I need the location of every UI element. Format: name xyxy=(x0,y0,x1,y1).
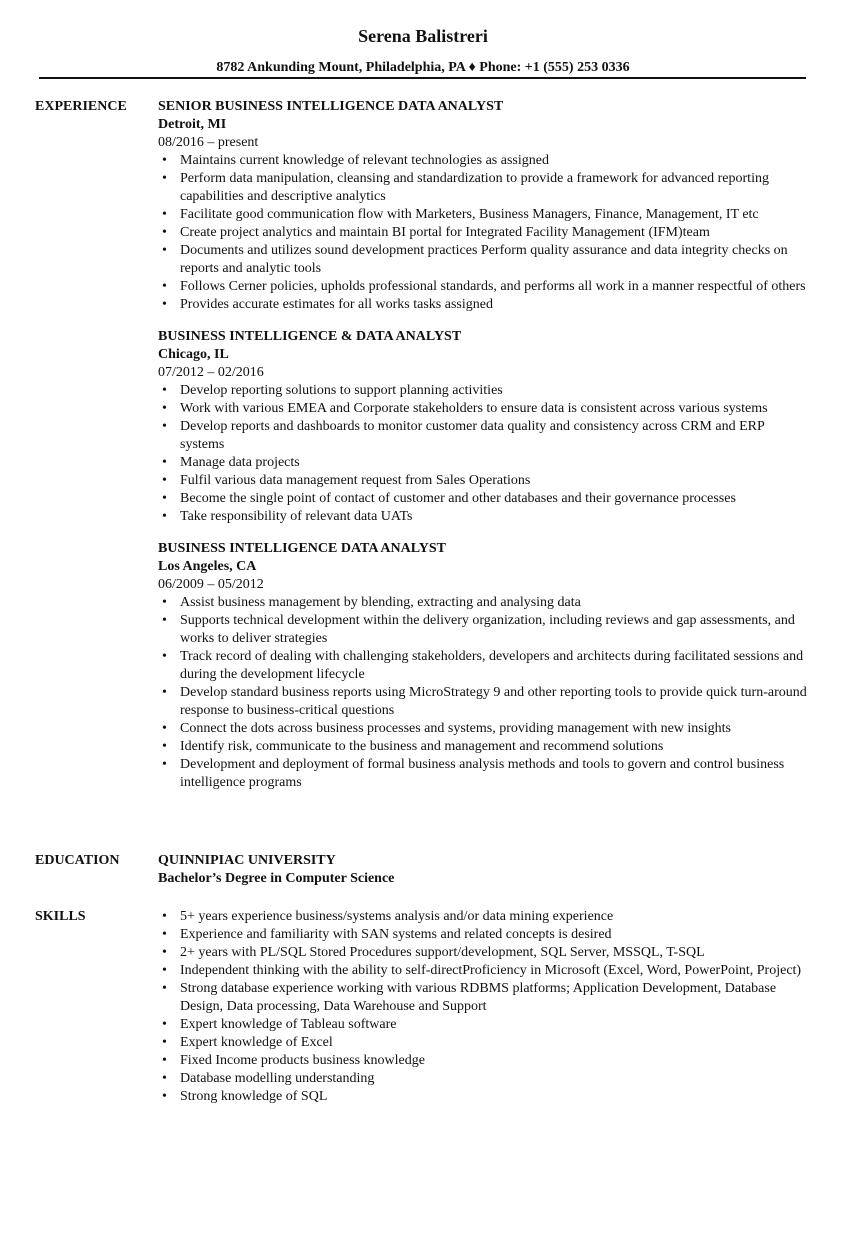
skill-item: • Expert knowledge of Tableau software xyxy=(158,1016,810,1034)
job-location: Detroit, MI xyxy=(158,117,227,132)
job-bullets xyxy=(158,382,818,526)
job-bullet: • Development and deployment of formal business analysis methods and tools to govern and control business intelligence programs xyxy=(158,756,810,792)
job-bullet: • Perform data manipulation, cleansing and standardization to provide a framework for advanced reporting capabilities and descriptive analytics xyxy=(158,170,810,206)
job-bullets xyxy=(158,594,818,792)
job-bullet: • Develop reports and dashboards to monitor customer data quality and consistency across CRM and ERP systems xyxy=(158,418,810,454)
job-entry xyxy=(158,328,818,526)
job-bullet: • Identify risk, communicate to the business and management and recommend solutions xyxy=(158,738,810,756)
candidate-name: Serena Balistreri xyxy=(358,26,488,46)
skill-item: • Experience and familiarity with SAN systems and related concepts is desired xyxy=(158,926,810,944)
job-title: BUSINESS INTELLIGENCE & DATA ANALYST xyxy=(158,329,462,344)
job-entry xyxy=(158,98,818,314)
job-bullet: • Become the single point of contact of customer and other databases and their governance processes xyxy=(158,490,810,508)
job-bullet: • Develop reporting solutions to support planning activities xyxy=(158,382,810,400)
contact-info: 8782 Ankunding Mount, Philadelphia, PA ♦ Phone: +1 (555) 253 0336 xyxy=(216,60,630,75)
job-bullet: • Connect the dots across business processes and systems, providing management with new insights xyxy=(158,720,810,738)
school-name: QUINNIPIAC UNIVERSITY xyxy=(158,853,336,868)
education-entry xyxy=(158,852,818,888)
skill-item: • Database modelling understanding xyxy=(158,1070,810,1088)
job-title: SENIOR BUSINESS INTELLIGENCE DATA ANALYST xyxy=(158,99,504,114)
job-location: Los Angeles, CA xyxy=(158,559,257,574)
job-bullets xyxy=(158,152,818,314)
job-bullet: • Supports technical development within the delivery organization, including reviews and gap assessments, and works to deliver strategies xyxy=(158,612,810,648)
job-bullet: • Fulfil various data management request from Sales Operations xyxy=(158,472,810,490)
experience-list xyxy=(158,98,818,806)
job-dates: 07/2012 – 02/2016 xyxy=(158,365,264,380)
job-dates: 06/2009 – 05/2012 xyxy=(158,577,264,592)
skill-item: • Strong database experience working with various RDBMS platforms; Application Development, Database Design, Data processing, Data Warehouse and Support xyxy=(158,980,810,1016)
skill-item: • Independent thinking with the ability to self-directProficiency in Microsoft (Excel, Word, PowerPoint, Project) xyxy=(158,962,810,980)
skill-item: • 5+ years experience business/systems analysis and/or data mining experience xyxy=(158,908,810,926)
section-label-education: EDUCATION xyxy=(35,853,120,868)
job-bullet: • Develop standard business reports using MicroStrategy 9 and other reporting tools to provide quick turn-around response to business-critical questions xyxy=(158,684,810,720)
job-bullet: • Take responsibility of relevant data UATs xyxy=(158,508,810,526)
job-bullet: • Provides accurate estimates for all works tasks assigned xyxy=(158,296,810,314)
job-entry xyxy=(158,540,818,792)
section-label-experience: EXPERIENCE xyxy=(35,99,127,114)
job-bullet: • Facilitate good communication flow with Marketers, Business Managers, Finance, Management, IT etc xyxy=(158,206,810,224)
section-label-skills: SKILLS xyxy=(35,909,86,924)
degree-name: Bachelor’s Degree in Computer Science xyxy=(158,871,395,886)
job-bullet: • Maintains current knowledge of relevant technologies as assigned xyxy=(158,152,810,170)
job-bullet: • Manage data projects xyxy=(158,454,810,472)
skill-item: • 2+ years with PL/SQL Stored Procedures support/development, SQL Server, MSSQL, T-SQL xyxy=(158,944,810,962)
job-bullet: • Work with various EMEA and Corporate stakeholders to ensure data is consistent across various systems xyxy=(158,400,810,418)
skills-list xyxy=(158,908,818,1106)
skill-item: • Expert knowledge of Excel xyxy=(158,1034,810,1052)
job-bullet: • Create project analytics and maintain BI portal for Integrated Facility Management (IFM)team xyxy=(158,224,810,242)
job-location: Chicago, IL xyxy=(158,347,229,362)
job-bullet: • Documents and utilizes sound development practices Perform quality assurance and data integrity checks on reports and analytic tools xyxy=(158,242,810,278)
job-title: BUSINESS INTELLIGENCE DATA ANALYST xyxy=(158,541,447,556)
job-bullet: • Track record of dealing with challenging stakeholders, developers and architects during facilitated sessions and during the development lifecycle xyxy=(158,648,810,684)
job-bullet: • Assist business management by blending, extracting and analysing data xyxy=(158,594,810,612)
skill-item: • Strong knowledge of SQL xyxy=(158,1088,810,1106)
skill-bullets xyxy=(158,908,818,1106)
job-dates: 08/2016 – present xyxy=(158,135,259,150)
skill-item: • Fixed Income products business knowledge xyxy=(158,1052,810,1070)
header-divider xyxy=(39,77,806,79)
job-bullet: • Follows Cerner policies, upholds professional standards, and performs all work in a manner respectful of others xyxy=(158,278,810,296)
